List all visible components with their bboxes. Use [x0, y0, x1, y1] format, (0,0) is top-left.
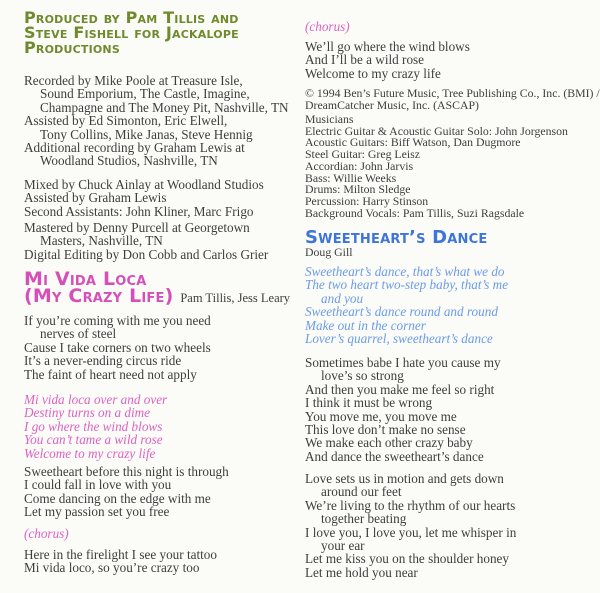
heading-line: Produced by Pam Tillis and	[24, 8, 239, 27]
text-line: Sometimes babe I hate you cause my	[305, 355, 501, 370]
text-line: Champagne and The Money Pit, Nashville, TN	[40, 99, 289, 115]
mixing-credits	[24, 178, 264, 218]
text-line: Let my passion set you free	[24, 504, 170, 520]
text-line: Mixed by Chuck Ainlay at Woodland Studios	[24, 177, 264, 192]
text-line: Sweetheart’s dance round and round	[305, 304, 498, 320]
text-line: I think it must be wrong	[305, 395, 433, 411]
chorus	[24, 393, 167, 460]
text-line: Come dancing on the edge with me	[24, 490, 211, 506]
mastering-credits	[24, 221, 268, 261]
text-line: Sweetheart’s dance, that’s what we do	[305, 264, 505, 279]
text-line: and you	[321, 290, 364, 306]
chorus-marker: (chorus)	[305, 19, 350, 34]
text-line: I go where the wind blows	[24, 418, 163, 434]
text-line: Mastered by Denny Purcell at Georgetown	[24, 220, 250, 235]
text-line: You can’t tame a wild rose	[24, 432, 163, 448]
text-line: Second Assistants: John Kliner, Marc Frigo	[24, 203, 254, 219]
text-line: Assisted by Graham Lewis	[24, 190, 167, 206]
text-line: Bass: Willie Weeks	[305, 170, 397, 185]
text-line: Make out in the corner	[305, 317, 426, 333]
text-line: The faint of heart need not apply	[24, 366, 197, 382]
text-line: If you’re coming with me you need	[24, 313, 211, 328]
text-line: This love don’t make no sense	[305, 422, 466, 438]
text-line: And then you make me feel so right	[305, 381, 495, 397]
verse	[305, 356, 501, 463]
chorus	[305, 265, 508, 345]
text-line: Acoustic Guitars: Biff Watson, Dan Dugmore	[305, 135, 521, 150]
song-title-sweethearts-dance: Sweetheart’s Dance	[305, 227, 488, 248]
text-line: DreamCatcher Music, Inc. (ASCAP)	[305, 97, 479, 112]
text-line: Lover’s quarrel, sweetheart’s dance	[305, 331, 493, 347]
text-line: Assisted by Ed Simonton, Eric Elwell,	[24, 113, 228, 129]
text-line: Electric Guitar & Acoustic Guitar Solo: John Jorgenson	[305, 123, 568, 138]
recording-credits	[24, 74, 289, 168]
text-line: together beating	[321, 511, 407, 527]
verse	[24, 465, 229, 519]
text-line: Steel Guitar: Greg Leisz	[305, 147, 420, 162]
copyright	[305, 88, 600, 111]
text-line: It’s a never-ending circus ride	[24, 353, 182, 369]
verse	[305, 40, 470, 80]
heading-line: Steve Fishell for Jackalope	[24, 23, 239, 42]
text-line: We’re living to the rhythm of our hearts	[305, 497, 516, 513]
text-line: Additional recording by Graham Lewis at	[24, 140, 245, 156]
verse	[24, 314, 211, 381]
text-line: Welcome to my crazy life	[24, 445, 156, 461]
text-line: Welcome to my crazy life	[305, 65, 441, 81]
text-line: Cause I take corners on two wheels	[24, 339, 211, 355]
text-line: Percussion: Harry Stinson	[305, 193, 429, 208]
verse	[305, 472, 516, 579]
text-line: around our feet	[321, 484, 402, 500]
text-line: Digital Editing by Don Cobb and Carlos Grier	[24, 246, 269, 262]
text-line: Mi vida loco, so you’re crazy too	[24, 560, 200, 576]
text-line: © 1994 Ben’s Future Music, Tree Publishing Co., Inc. (BMI) /	[305, 86, 600, 100]
text-line: The two heart two-step baby, that’s me	[305, 277, 509, 293]
text-line: We make each other crazy baby	[305, 435, 473, 451]
heading-line: Productions	[24, 38, 120, 57]
producer-heading	[24, 10, 239, 55]
musicians-list	[305, 114, 568, 219]
song-title-mi-vida-loca	[24, 268, 291, 307]
verse	[24, 548, 217, 575]
text-line: We’ll go where the wind blows	[305, 39, 470, 54]
text-line: Woodland Studios, Nashville, TN	[40, 153, 218, 169]
chorus-marker: (chorus)	[24, 526, 69, 541]
text-line: And I’ll be a wild rose	[305, 52, 425, 68]
song-writer: Doug Gill	[305, 245, 353, 259]
text-line: Background Vocals: Pam Tillis, Suzi Ragsdale	[305, 205, 525, 220]
text-line: love’s so strong	[321, 368, 404, 384]
text-line: Masters, Nashville, TN	[40, 233, 163, 249]
text-line: Sound Emporium, The Castle, Imagine,	[40, 86, 250, 102]
text-line: Accordian: John Jarvis	[305, 158, 414, 173]
text-line: Tony Collins, Mike Janas, Steve Hennig	[40, 126, 253, 142]
text-line: nerves of steel	[40, 326, 117, 342]
text-line: Sweetheart before this night is through	[24, 464, 229, 479]
text-line: Let me hold you near	[305, 564, 418, 580]
text-line: Destiny turns on a dime	[24, 405, 151, 421]
song-writers: Pam Tillis, Jess Leary	[180, 291, 291, 305]
text-line: You move me, you move me	[305, 408, 457, 424]
text-line: And dance the sweetheart’s dance	[305, 448, 484, 464]
text-line: Drums: Milton Sledge	[305, 182, 411, 197]
text-line: Love sets us in motion and gets down	[305, 471, 504, 486]
text-line: I could fall in love with you	[24, 477, 172, 493]
text-line: your ear	[321, 538, 365, 554]
text-line: Recorded by Mike Poole at Treasure Isle,	[24, 73, 243, 88]
title-line: Mi Vida Loca	[24, 268, 147, 290]
title-line: (My Crazy Life)	[24, 285, 174, 307]
text-line: Here in the firelight I see your tattoo	[24, 547, 217, 562]
text-line: I love you, I love you, let me whisper in	[305, 524, 517, 540]
text-line: Mi vida loca over and over	[24, 392, 168, 407]
text-line: Musicians	[305, 112, 354, 126]
text-line: Let me kiss you on the shoulder honey	[305, 551, 510, 567]
